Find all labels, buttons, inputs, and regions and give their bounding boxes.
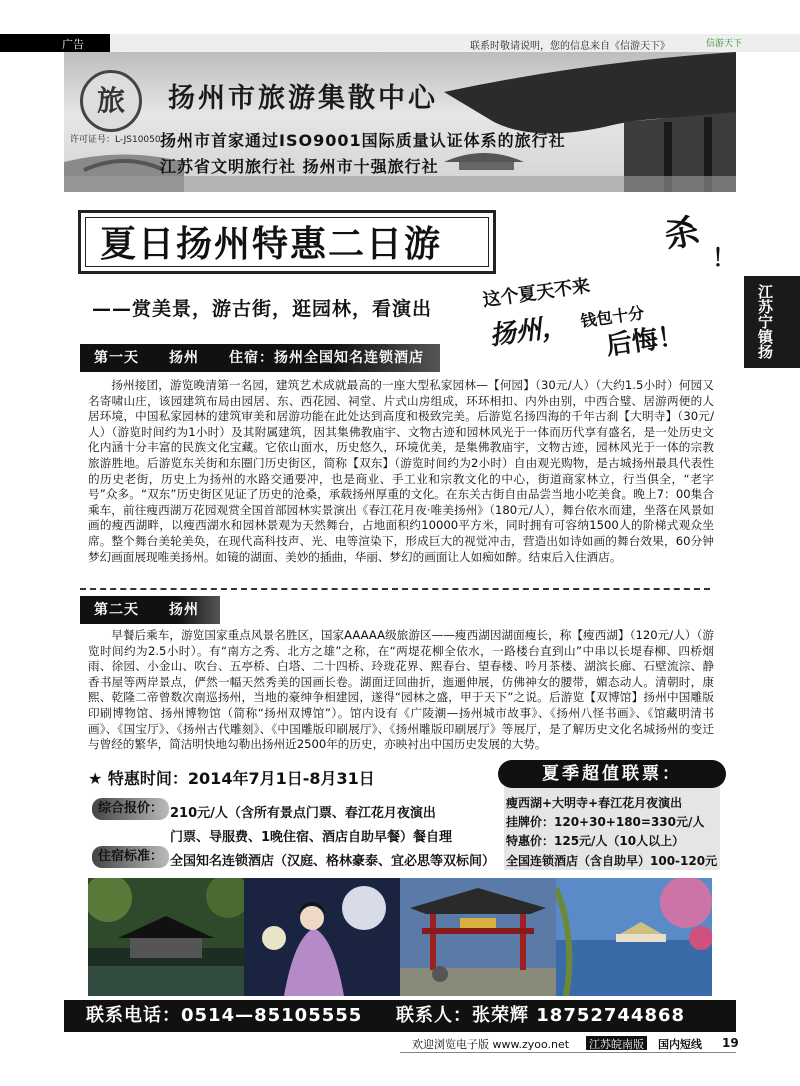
- tour-subtitle: ——赏美景，游古街，逛园林，看演出: [92, 298, 433, 320]
- footer-section: 国内短线: [658, 1038, 702, 1051]
- promo-slogan: [476, 254, 697, 378]
- certification-slogan: 扬州市首家通过ISO9001国际质量认证体系的旅行社: [160, 131, 566, 150]
- lake-pavilion-photo: [556, 878, 712, 996]
- promo-line-4: 后悔！: [604, 320, 686, 362]
- day2-itinerary: 早餐后乘车，游览国家重点风景名胜区，国家AAAAA级旅游区——瘦西湖因湖面瘦长，称【瘦西湖】（120元/人）（游览时间约为2.5小时）。有“南方之秀、北方之雄”之称，在“两堤花柳全依水，一路楼台直到山”中串以长堤春柳、四桥烟雨、徐园、小金山、吹台、五亭桥、白塔、二十四桥、玲珑花界、熙春台、望春楼、吟月茶楼、湖滨长廊、石壁流淙、静香书屋等两岸景点，俨然一幅天然秀美的国画长卷。湖面迂回曲折，迤逦伸展，仿佛神女的腰带，媚态动人。清朝时，康熙、乾隆二帝曾数次南巡扬州，当地的豪绅争相建园，遂得“园林之盛，甲于天下”之说。后游览【双博馆】扬州中国雕版印刷博物馆、扬州博物馆（简称“扬州双博馆”）。馆内设有《广陵潮—扬州城市故事》、《扬州八怪书画》、《馆藏明清书画》、《国宝厅》、《扬州古代雕刻》、《中国雕版印刷展厅》、《扬州雕版印刷展厅》等展厅，是了解历史文化名城扬州的变迁与曾经的繁华，简洁明快地勾勒出扬州近2500年的历史，亦映衬出中国历史发展的大势。: [88, 628, 714, 752]
- page-number: 19: [722, 1036, 739, 1050]
- price-line-2: 门票、导服费、1晚住宿、酒店自助早餐）餐自理: [170, 830, 453, 845]
- temple-gate-photo: [400, 878, 556, 996]
- value-ticket-title: 夏季超值联票：: [498, 760, 726, 788]
- value-list-price: 挂牌价：120+30+180=330元/人: [506, 815, 705, 829]
- price-label: 综合报价：: [92, 798, 169, 820]
- special-period: ★ 特惠时间：2014年7月1日-8月31日: [88, 769, 375, 788]
- footer-rule: [400, 1052, 736, 1053]
- agency-logo: 旅: [80, 70, 142, 132]
- hotel-label: 住宿标准：: [92, 846, 169, 868]
- value-hotel-price: 全国连锁酒店（含自助早）100-120元: [506, 854, 718, 868]
- agency-title: 扬州市旅游集散中心: [168, 83, 438, 114]
- kill-word: 杀: [660, 210, 703, 258]
- value-special-price: 特惠价：125元/人（10人以上）: [506, 834, 685, 848]
- ad-tag: 广告: [62, 38, 84, 51]
- publisher-logo: 信游天下: [706, 39, 743, 49]
- region-tab-label: 江苏宁镇扬: [756, 284, 774, 359]
- contact-person: 联系人：张荣辉 18752744868: [396, 1005, 686, 1026]
- contact-phone: 联系电话：0514—85105555: [86, 1005, 363, 1026]
- tour-title: 夏日扬州特惠二日游: [100, 223, 443, 265]
- footer-edition: 江苏皖南版: [586, 1036, 647, 1050]
- day1-itinerary: 扬州接团，游览晚清第一名园，建筑艺术成就最高的一座大型私家园林—【何园】（30元/人）（大约1.5小时）何园又名寄啸山庄，该园建筑布局由园居、东、西花园、祠堂、片式山房组成，环环相扣、内外由别，中西合璧、居游两便的人居环境，中国私家园林的建筑审美和居游功能在此处达到高度和极致完美。后游览名扬四海的千年古刹【大明寺】（30元/人）（游览时间约为1小时）及其附属建筑，因其集佛教庙宇、文物古迹和园林风光于一体而历代享有盛名，是一处历史文化内涵十分丰富的民族文化宝藏。它依山面水，历史悠久，环境优美，是集佛教庙宇，文物古迹，园林风光于一体的宗教旅游胜地。后游览东关街和东圈门历史街区，简称【双东】（游览时间约为2小时）自由观光购物，是古城扬州最具代表性的历史老街，历史上为扬州的水路交通要冲，也是商业、手工业和宗教文化的中心，街道商家林立，行当俱全，“老字号”众多。“双东”历史街区见证了历史的沧桑，承载扬州厚重的文化。在东关古街自由品尝当地小吃美食。晚上7：00集合乘车，前往瘦西湖万花园观赏全国首部园林实景演出《春江花月夜·唯美扬州》（180元/人），舞台依水而建，坐落在风景如画的瘦西湖畔，以瘦西湖水和园林景观为天然舞台，占地面积约10000平方米，同时拥有可容纳1500人的阶梯式观众坐席。整个舞台美轮美奂，在现代高科技声、光、电等渲染下，形成巨大的视觉冲击，营造出如诗如画的舞台效果，60分钟梦幻画面展现唯美扬州。如镜的湖面、美妙的插曲，华丽、梦幻的画面让人如痴如醉。结束后入住酒店。: [88, 378, 714, 564]
- footer-welcome: 欢迎浏览电子版 www.zyoo.net: [412, 1038, 570, 1051]
- price-line-1: 210元/人（含所有景点门票、春江花月夜演出: [170, 806, 436, 821]
- contact-bar: [64, 1000, 736, 1032]
- day2-header: 第二天 扬州: [80, 596, 220, 624]
- region-tab: [744, 276, 800, 368]
- divider: [80, 588, 710, 590]
- kill-exclamation: ！: [712, 244, 736, 272]
- garden-photo: [88, 878, 244, 996]
- hotel-line: 全国知名连锁酒店（汉庭、格林豪泰、宜必思等双标间）: [170, 854, 496, 869]
- promo-line-1: 这个夏天不来: [481, 275, 592, 312]
- promo-line-2: 扬州，: [487, 310, 570, 352]
- top-strip: [0, 34, 800, 52]
- honor-slogan: 江苏省文明旅行社 扬州市十强旅行社: [160, 157, 439, 176]
- value-ticket-items: 瘦西湖+大明寺+春江花月夜演出: [506, 796, 683, 810]
- performer-photo: [244, 878, 400, 996]
- day1-header: 第一天 扬州 住宿：扬州全国知名连锁酒店: [80, 344, 440, 372]
- contact-note: 联系时敬请说明，您的信息来自《信游天下》: [470, 41, 670, 52]
- license-number: 许可证号：L-JS10050: [70, 135, 161, 145]
- agency-banner: [64, 52, 736, 192]
- promo-line-3: 钱包十分: [579, 303, 646, 331]
